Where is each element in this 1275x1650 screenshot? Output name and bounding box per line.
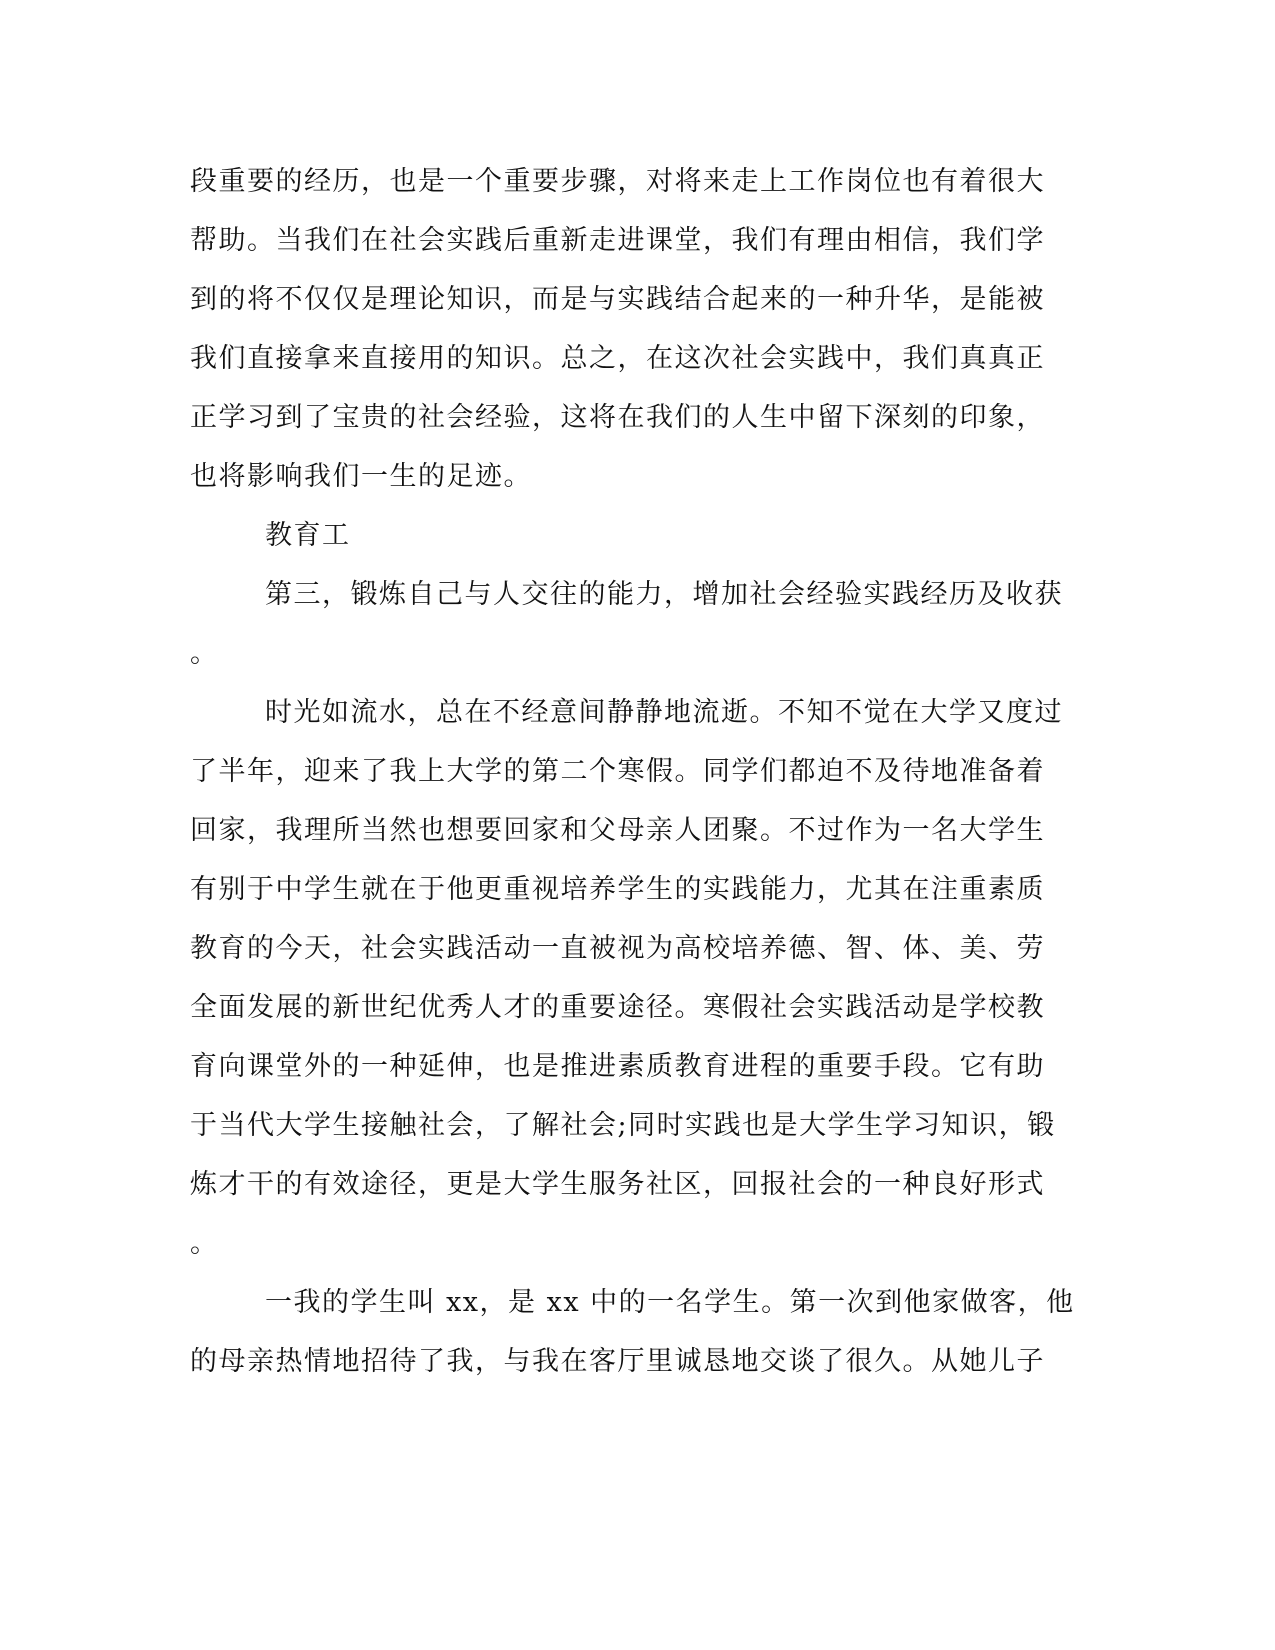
text-line: 第三，锻炼自己与人交往的能力，增加社会经验实践经历及收获 [265, 579, 1063, 610]
text-line: 也将影响我们一生的足迹。 [190, 461, 532, 492]
text-line: 正学习到了宝贵的社会经验，这将在我们的人生中留下深刻的印象， [190, 402, 1045, 433]
text-line: 一我的学生叫 xx，是 xx 中的一名学生。第一次到他家做客，他 [265, 1287, 1075, 1318]
text-line: 于当代大学生接触社会，了解社会;同时实践也是大学生学习知识，锻 [190, 1110, 1056, 1141]
section-heading: 教育工 [265, 520, 351, 551]
text-line: 时光如流水，总在不经意间静静地流逝。不知不觉在大学又度过 [265, 697, 1063, 728]
text-line: 到的将不仅仅是理论知识，而是与实践结合起来的一种升华，是能被 [190, 284, 1045, 315]
text-line: 的母亲热情地招待了我，与我在客厅里诚恳地交谈了很久。从她儿子 [190, 1346, 1045, 1377]
text-line: 我们直接拿来直接用的知识。总之，在这次社会实践中，我们真真正 [190, 343, 1045, 374]
text-line: 。 [190, 1228, 219, 1259]
text-line: 段重要的经历，也是一个重要步骤，对将来走上工作岗位也有着很大 [190, 166, 1045, 197]
text-line: 有别于中学生就在于他更重视培养学生的实践能力，尤其在注重素质 [190, 874, 1045, 905]
text-line: 教育的今天，社会实践活动一直被视为高校培养德、智、体、美、劳 [190, 933, 1045, 964]
text-line: 炼才干的有效途径，更是大学生服务社区，回报社会的一种良好形式 [190, 1169, 1045, 1200]
text-line: 帮助。当我们在社会实践后重新走进课堂，我们有理由相信，我们学 [190, 225, 1045, 256]
text-line: 育向课堂外的一种延伸，也是推进素质教育进程的重要手段。它有助 [190, 1051, 1045, 1082]
text-line: 全面发展的新世纪优秀人才的重要途径。寒假社会实践活动是学校教 [190, 992, 1045, 1023]
text-line: 回家，我理所当然也想要回家和父母亲人团聚。不过作为一名大学生 [190, 815, 1045, 846]
text-line: 。 [190, 638, 219, 669]
text-line: 了半年，迎来了我上大学的第二个寒假。同学们都迫不及待地准备着 [190, 756, 1045, 787]
